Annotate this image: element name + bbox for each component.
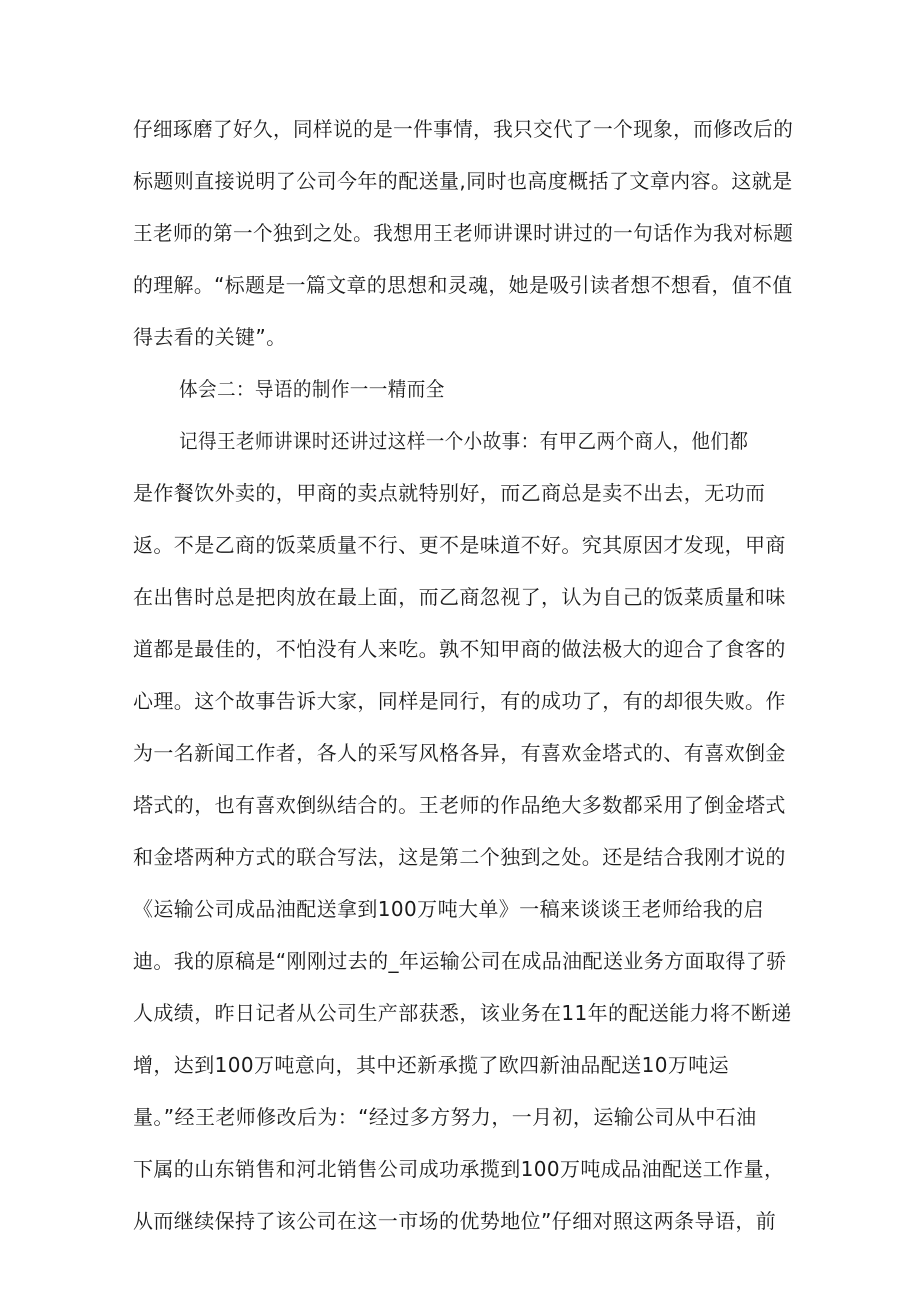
text-line: 记得王老师讲课时还讲过这样一个小故事：有甲乙两个商人，他们都 (179, 429, 749, 453)
text-line: 增，达到100万吨意向，其中还新承揽了欧四新油品配送10万吨运 (133, 1053, 730, 1077)
text-line: 量。”经王老师修改后为：“经过多方努力，一月初，运输公司从中石油 (133, 1105, 757, 1129)
text-line: 的理解。“标题是一篇文章的思想和灵魂，她是吸引读者想不想看，值不值 (133, 273, 793, 297)
section-heading: 体会二：导语的制作一一精而全 (179, 377, 445, 401)
text-line: 从而继续保持了该公司在这一市场的优势地位”仔细对照这两条导语，前 (133, 1209, 777, 1233)
text-line: 和金塔两种方式的联合写法，这是第二个独到之处。还是结合我刚才说的 (133, 845, 786, 869)
text-line: 塔式的，也有喜欢倒纵结合的。王老师的作品绝大多数都采用了倒金塔式 (133, 793, 786, 817)
text-line: 仔细琢磨了好久，同样说的是一件事情，我只交代了一个现象，而修改后的 (133, 117, 794, 141)
text-line: 迪。我的原稿是“刚刚过去的_年运输公司在成品油配送业务方面取得了骄 (133, 949, 787, 973)
text-line: 下属的山东销售和河北销售公司成功承揽到100万吨成品油配送工作量， (133, 1157, 785, 1181)
text-line: 得去看的关键”。 (133, 325, 287, 349)
text-line: 王老师的第一个独到之处。我想用王老师讲课时讲过的一句话作为我对标题 (133, 221, 794, 245)
text-line: 是作餐饮外卖的，甲商的卖点就特别好，而乙商总是卖不出去，无功而 (133, 481, 766, 505)
text-line: 人成绩，昨日记者从公司生产部获悉，该业务在11年的配送能力将不断递 (133, 1001, 792, 1025)
text-line: 标题则直接说明了公司今年的配送量,同时也高度概括了文章内容。这就是 (133, 169, 793, 193)
text-line: 在出售时总是把肉放在最上面，而乙商忽视了，认为自己的饭菜质量和味 (133, 585, 786, 609)
text-line: 心理。这个故事告诉大家，同样是同行，有的成功了，有的却很失败。作 (133, 689, 786, 713)
text-line: 道都是最佳的，不怕没有人来吃。孰不知甲商的做法极大的迎合了食客的 (133, 637, 786, 661)
text-line: 返。不是乙商的饭菜质量不行、更不是味道不好。究其原因才发现，甲商 (133, 533, 786, 557)
text-line: 《运输公司成品油配送拿到100万吨大单》一稿来谈谈王老师给我的启 (133, 897, 764, 921)
text-line: 为一名新闻工作者，各人的采写风格各异，有喜欢金塔式的、有喜欢倒金 (133, 741, 786, 765)
